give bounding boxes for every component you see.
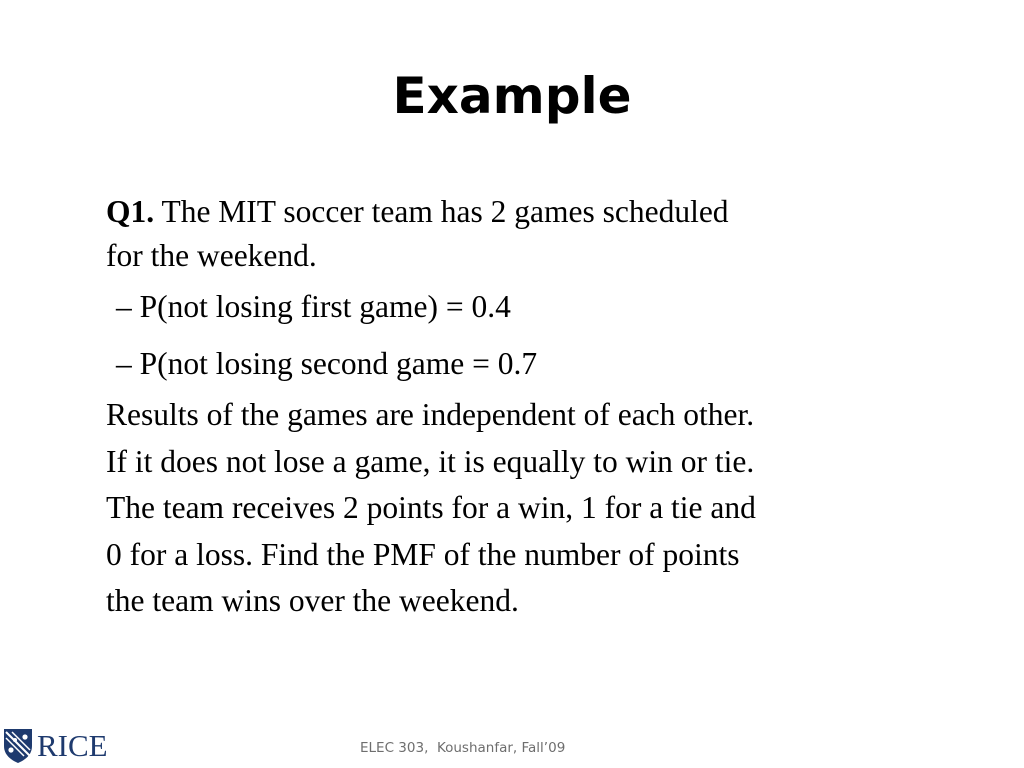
question-intro-line-2: for the weekend.: [106, 238, 317, 273]
bullet-second-game: – P(not losing second game = 0.7: [116, 346, 538, 381]
rice-shield-icon: [3, 728, 33, 764]
paragraph-line-4: 0 for a loss. Find the PMF of the number of points: [106, 536, 740, 572]
bullet-first-game: – P(not losing first game) = 0.4: [116, 289, 511, 324]
question-label: Q1.: [106, 194, 155, 229]
question-intro-text-1: The MIT soccer team has 2 games scheduled: [161, 194, 729, 229]
question-intro-line-1: [106, 190, 936, 234]
rice-logo: [3, 727, 108, 765]
slide-title: Example: [392, 67, 632, 125]
paragraph-line-5: the team wins over the weekend.: [106, 583, 519, 618]
paragraph-line-2: If it does not lose a game, it is equally to win or tie.: [106, 443, 755, 479]
paragraph-line-1: Results of the games are independent of each other.: [106, 397, 755, 432]
footer-text: ELEC 303, Koushanfar, Fall’09: [360, 740, 566, 756]
rice-logo-text: RICE: [37, 728, 108, 763]
paragraph-line-3: The team receives 2 points for a win, 1 for a tie and: [106, 490, 756, 525]
question-body: [106, 190, 936, 625]
